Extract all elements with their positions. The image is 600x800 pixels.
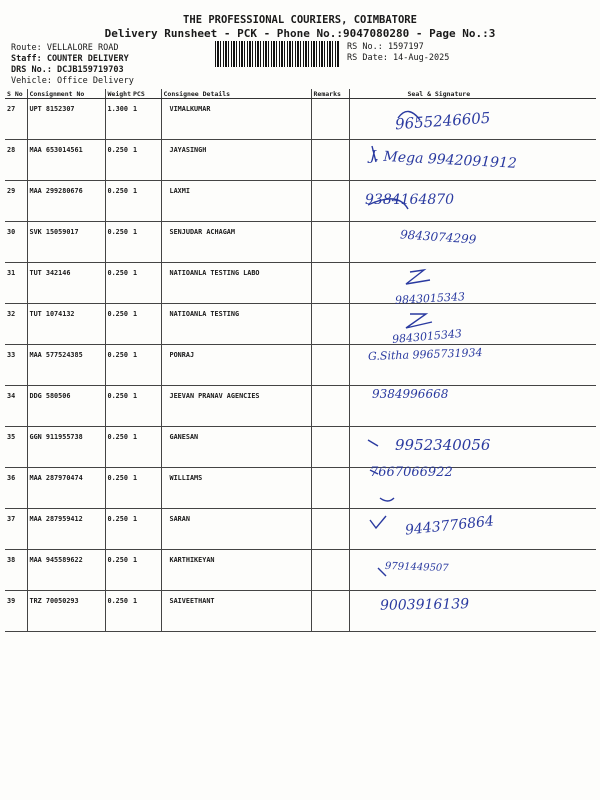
cell-pcs: 1 [131, 181, 161, 222]
cell-consignment: TRZ 70050293 [27, 591, 105, 632]
cell-pcs: 1 [131, 550, 161, 591]
cell-pcs: 1 [131, 386, 161, 427]
handwritten-signature: 9791449507 [384, 560, 449, 575]
cell-consignee: KARTHIKEYAN [161, 550, 311, 591]
pen-stroke [370, 470, 378, 474]
cell-consignment: MAA 945589622 [27, 550, 105, 591]
cell-weight: 0.250 [105, 468, 131, 509]
handwritten-signature: G.Sitha 9965731934 [367, 346, 483, 363]
cell-consignment: DDG 580506 [27, 386, 105, 427]
pen-stroke [372, 146, 376, 162]
runsheet-subtitle: Delivery Runsheet - PCK - Phone No.:9047080280 - Page No.:3 [104, 27, 496, 40]
pen-stroke [378, 568, 386, 576]
cell-weight: 1.300 [105, 99, 131, 140]
cell-sno: 37 [5, 509, 27, 550]
handwritten-signature: 9384164870 [365, 192, 455, 208]
cell-sno: 33 [5, 345, 27, 386]
handwritten-signature: 9655246605 [394, 108, 491, 134]
cell-consignment: MAA 653014561 [27, 140, 105, 181]
pen-stroke [398, 111, 420, 120]
col-sno: S No [5, 89, 27, 99]
handwritten-signature: 9843015343 [391, 326, 463, 347]
pen-stroke [406, 314, 432, 328]
cell-pcs: 1 [131, 140, 161, 181]
cell-consignee: NATIOANLA TESTING LABO [161, 263, 311, 304]
cell-consignee: PONRAJ [161, 345, 311, 386]
cell-consignment: TUT 342146 [27, 263, 105, 304]
cell-consignment: SVK 15059017 [27, 222, 105, 263]
cell-pcs: 1 [131, 345, 161, 386]
route-info: Route: VELLALORE ROAD [11, 43, 119, 53]
cell-consignee: LAXMI [161, 181, 311, 222]
cell-consignee: GANESAN [161, 427, 311, 468]
cell-consignee: NATIOANLA TESTING [161, 304, 311, 345]
pen-stroke [370, 516, 386, 528]
cell-sno: 32 [5, 304, 27, 345]
col-signature: Seal & Signature [349, 89, 596, 99]
cell-weight: 0.250 [105, 550, 131, 591]
handwritten-signature: J. Mega 9942091912 [369, 148, 518, 172]
cell-weight: 0.250 [105, 509, 131, 550]
cell-pcs: 1 [131, 427, 161, 468]
cell-pcs: 1 [131, 591, 161, 632]
col-consignment: Consignment No [27, 89, 105, 99]
pen-stroke [368, 440, 378, 446]
cell-weight: 0.250 [105, 304, 131, 345]
cell-sno: 31 [5, 263, 27, 304]
handwritten-signature: 9952340056 [395, 436, 491, 454]
cell-consignee: WILLIAMS [161, 468, 311, 509]
cell-sno: 28 [5, 140, 27, 181]
cell-sno: 36 [5, 468, 27, 509]
cell-sno: 27 [5, 99, 27, 140]
pen-stroke [368, 199, 408, 209]
rs-number: RS No.: 1597197 [347, 42, 424, 52]
cell-pcs: 1 [131, 99, 161, 140]
cell-sno: 29 [5, 181, 27, 222]
col-consignee: Consignee Details [161, 89, 311, 99]
cell-consignee: JAYASINGH [161, 140, 311, 181]
cell-consignee: SAIVEETHANT [161, 591, 311, 632]
cell-consignment: GGN 911955738 [27, 427, 105, 468]
cell-sno: 38 [5, 550, 27, 591]
rs-date: RS Date: 14-Aug-2025 [347, 53, 450, 63]
cell-consignment: MAA 287959412 [27, 509, 105, 550]
handwritten-signature: 9384996668 [372, 387, 449, 401]
cell-weight: 0.250 [105, 427, 131, 468]
cell-sno: 39 [5, 591, 27, 632]
cell-consignment: MAA 287970474 [27, 468, 105, 509]
vehicle-info: Vehicle: Office Delivery [11, 76, 134, 86]
handwritten-signature: 9003916139 [379, 596, 470, 614]
cell-weight: 0.250 [105, 263, 131, 304]
staff-value: Staff: COUNTER DELIVERY [11, 54, 129, 64]
cell-pcs: 1 [131, 222, 161, 263]
cell-weight: 0.250 [105, 140, 131, 181]
cell-sno: 34 [5, 386, 27, 427]
handwritten-signature: 7667066922 [370, 465, 453, 480]
handwritten-signature: 9843074299 [399, 227, 477, 247]
cell-consignment: MAA 299280676 [27, 181, 105, 222]
cell-consignment: TUT 1074132 [27, 304, 105, 345]
cell-pcs: 1 [131, 509, 161, 550]
cell-consignment: UPT 8152307 [27, 99, 105, 140]
cell-consignee: VIMALKUMAR [161, 99, 311, 140]
cell-consignee: JEEVAN PRANAV AGENCIES [161, 386, 311, 427]
handwritten-signature: 9843015343 [394, 290, 466, 307]
cell-pcs: 1 [131, 304, 161, 345]
col-weight: Weight [105, 89, 131, 99]
pen-stroke [380, 498, 394, 501]
cell-weight: 0.250 [105, 345, 131, 386]
col-remarks: Remarks [311, 89, 349, 99]
cell-consignment: MAA 577524385 [27, 345, 105, 386]
cell-pcs: 1 [131, 468, 161, 509]
cell-weight: 0.250 [105, 386, 131, 427]
pen-stroke [406, 270, 430, 284]
col-pcs: PCS [131, 89, 161, 99]
cell-sno: 30 [5, 222, 27, 263]
cell-consignee: SARAN [161, 509, 311, 550]
drs-value: DRS No.: DCJB159719703 [11, 65, 124, 75]
cell-weight: 0.250 [105, 222, 131, 263]
cell-pcs: 1 [131, 263, 161, 304]
cell-weight: 0.250 [105, 181, 131, 222]
cell-weight: 0.250 [105, 591, 131, 632]
cell-sno: 35 [5, 427, 27, 468]
cell-consignee: SENJUDAR ACHAGAM [161, 222, 311, 263]
company-title: THE PROFESSIONAL COURIERS, COIMBATORE [183, 14, 417, 26]
handwritten-signature: 9443776864 [404, 513, 495, 539]
